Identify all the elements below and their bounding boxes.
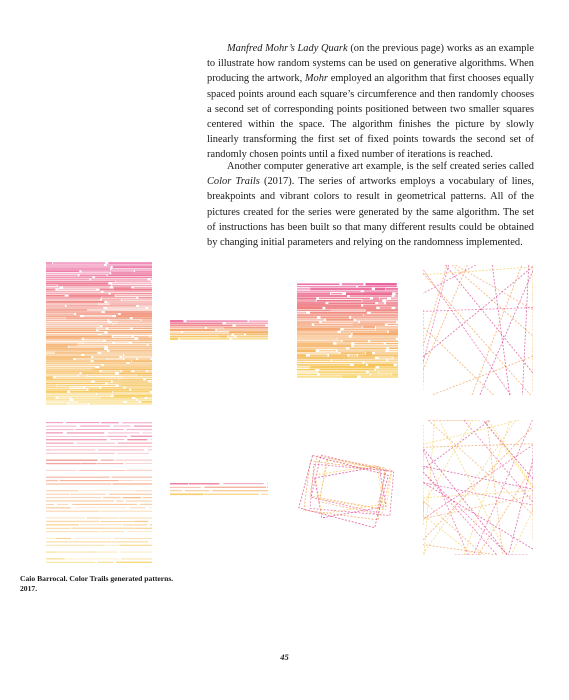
- artwork-rectangle: [304, 461, 385, 520]
- page-number: 45: [280, 652, 289, 662]
- artwork-horizontal-lines-square: [297, 283, 398, 378]
- artwork-stroke: [423, 267, 533, 275]
- artwork-stroke: [428, 420, 533, 515]
- artwork-stroke: [423, 267, 533, 357]
- artwork-stroke: [423, 265, 467, 370]
- artwork-stacked-rectangles: [295, 433, 403, 545]
- artist-name: Mohr: [304, 73, 328, 85]
- artwork-rectangle: [310, 464, 394, 515]
- artwork-stroke: [423, 420, 519, 445]
- artwork-stroke: [452, 265, 533, 336]
- artwork-stroke: [464, 420, 510, 555]
- artwork-stroke: [509, 459, 533, 555]
- artwork-crossing-lines-dense: [423, 420, 533, 555]
- artwork-stroke: [423, 269, 511, 395]
- artwork-stroke: [445, 265, 533, 373]
- artwork-crossing-lines: [423, 265, 533, 395]
- artwork-horizontal-band: [170, 320, 268, 340]
- artwork-stroke: [439, 420, 507, 555]
- series-title: Color Trails: [207, 176, 260, 188]
- artwork-thin-band: [170, 482, 268, 496]
- caption-line-2: 2017.: [20, 584, 38, 593]
- figure-caption: [20, 574, 220, 594]
- body-paragraph-2: [207, 159, 534, 250]
- artwork-stroke: [423, 420, 473, 505]
- artwork-stroke: [423, 450, 468, 555]
- artwork-stroke: [423, 515, 473, 555]
- artwork-stroke: [455, 265, 533, 310]
- artwork-stroke: [423, 444, 533, 447]
- artwork-title: Manfred Mohr’s Lady Quark: [227, 43, 348, 54]
- artwork-stroke: [423, 472, 497, 555]
- caption-line-1: Caio Barrocal. Color Trails generated patterns.: [20, 574, 174, 583]
- artwork-stroke: [423, 420, 490, 469]
- paragraph-text: (on the previous page) works as an example to illustrate how random systems can be used on generative algorithms. When producing the artwork,: [207, 43, 534, 85]
- artwork-stroke: [423, 545, 497, 555]
- artwork-horizontal-lines-dense: [46, 262, 152, 405]
- artwork-stroke: [492, 265, 509, 395]
- artwork-stroke: [423, 472, 508, 555]
- artwork-rectangle: [310, 456, 386, 508]
- body-paragraph-1: [207, 41, 534, 163]
- artwork-stroke: [423, 327, 493, 395]
- artwork-stroke: [472, 265, 522, 395]
- paragraph-text: employed an algorithm that first chooses equally spaced points around each square’s circumference and then randomly chooses a second set of corresponding points positioned between two smaller squares centered within the space. The algorithm finishes the picture by slowly linearly transforming the first set of fixed points towards the second set of randomly chosen points until a fixed number of iterations is reached.: [207, 73, 534, 161]
- artwork-horizontal-lines-sparse: [46, 421, 152, 564]
- paragraph-text: Another computer generative art example, is the self created series called: [227, 161, 534, 172]
- artwork-stroke: [488, 420, 533, 486]
- paragraph-text: (2017). The series of artworks employs a vocabulary of lines, breakpoints and vibrant colors to result in geometrical patterns. All of the pictures created for the series were generated by the same algorithm. The set of instructions has been built so that many different results could be obtained by changing initial parameters and relying on the randomness implemented.: [207, 176, 534, 249]
- artwork-stroke: [432, 356, 533, 395]
